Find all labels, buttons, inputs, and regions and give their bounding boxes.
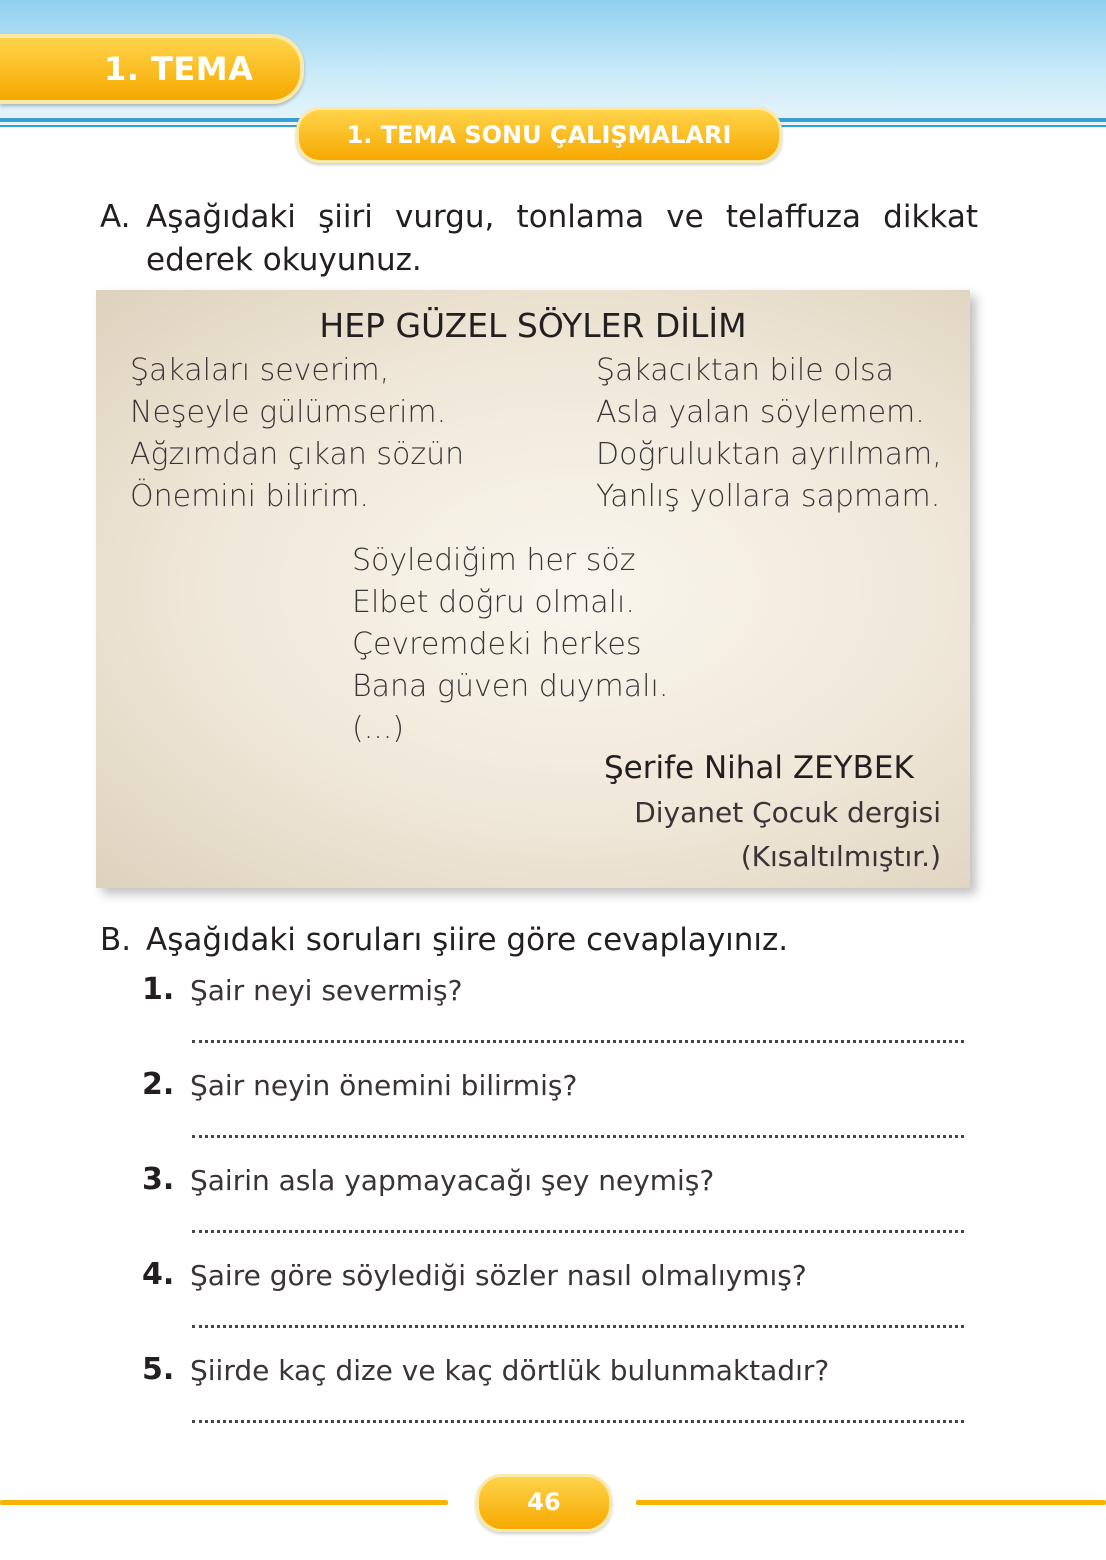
question-text: Şiirde kaç dize ve kaç dörtlük bulunmaktadır? xyxy=(190,1354,830,1387)
poem-line: Yanlış yollara sapmam. xyxy=(596,479,941,514)
poem-author: Şerife Nihal ZEYBEK xyxy=(604,750,914,786)
poem-line: Söylediğim her söz xyxy=(352,543,636,578)
poem-line: Neşeyle gülümserim. xyxy=(130,395,447,430)
poem-line: Çevremdeki herkes xyxy=(352,627,642,662)
poem-stanza-2 xyxy=(596,350,942,518)
poem-ellipsis: (...) xyxy=(352,711,405,746)
poem-line: Şakaları severim, xyxy=(130,353,390,388)
poem-line: Önemini bilirim. xyxy=(130,479,370,514)
poem-line: Asla yalan söylemem. xyxy=(596,395,925,430)
poem-line: Doğruluktan ayrılmam, xyxy=(596,437,942,472)
poem-source: Diyanet Çocuk dergisi xyxy=(634,796,941,829)
poem-stanza-1 xyxy=(130,350,464,518)
section-a-letter: A. xyxy=(100,199,131,235)
poem-stanza-3 xyxy=(352,540,668,750)
answer-line[interactable] xyxy=(192,1040,964,1043)
section-title: 1. TEMA SONU ÇALIŞMALARI xyxy=(346,121,732,149)
theme-tab xyxy=(0,34,304,104)
poem-line: Ağzımdan çıkan sözün xyxy=(130,437,465,472)
poem-line: Bana güven duymalı. xyxy=(352,669,669,704)
question-text: Şairin asla yapmayacağı şey neymiş? xyxy=(190,1164,715,1197)
poem-line: Elbet doğru olmalı. xyxy=(352,585,635,620)
footer-line-left xyxy=(0,1500,448,1505)
answer-line[interactable] xyxy=(192,1230,964,1233)
poem-line: Şakacıktan bile olsa xyxy=(596,353,894,388)
question-text: Şair neyi severmiş? xyxy=(190,974,463,1007)
question-text: Şaire göre söylediği sözler nasıl olmalıymış? xyxy=(190,1259,807,1292)
section-title-banner xyxy=(296,107,782,163)
answer-line[interactable] xyxy=(192,1325,964,1328)
footer-line-right xyxy=(636,1500,1106,1505)
page-number-badge xyxy=(476,1474,612,1532)
section-a-instruction-line1: Aşağıdaki şiiri vurgu, tonlama ve telaffuza dikkat xyxy=(146,199,978,235)
poem-abridged-note: (Kısaltılmıştır.) xyxy=(740,840,941,873)
section-a-instruction-line2: ederek okuyunuz. xyxy=(146,242,422,278)
section-b-letter: B. xyxy=(100,922,132,958)
question-number: 2. xyxy=(142,1067,175,1102)
poem-title: HEP GÜZEL SÖYLER DİLİM xyxy=(319,306,747,345)
question-text: Şair neyin önemini bilirmiş? xyxy=(190,1069,578,1102)
question-number: 5. xyxy=(142,1352,175,1387)
question-number: 4. xyxy=(142,1257,175,1292)
answer-line[interactable] xyxy=(192,1135,964,1138)
page-number: 46 xyxy=(527,1488,561,1516)
theme-label: 1. TEMA xyxy=(104,50,254,88)
question-number: 3. xyxy=(142,1162,175,1197)
answer-line[interactable] xyxy=(192,1420,964,1423)
question-number: 1. xyxy=(142,972,175,1007)
section-b-instruction: Aşağıdaki soruları şiire göre cevaplayınız. xyxy=(146,922,789,958)
